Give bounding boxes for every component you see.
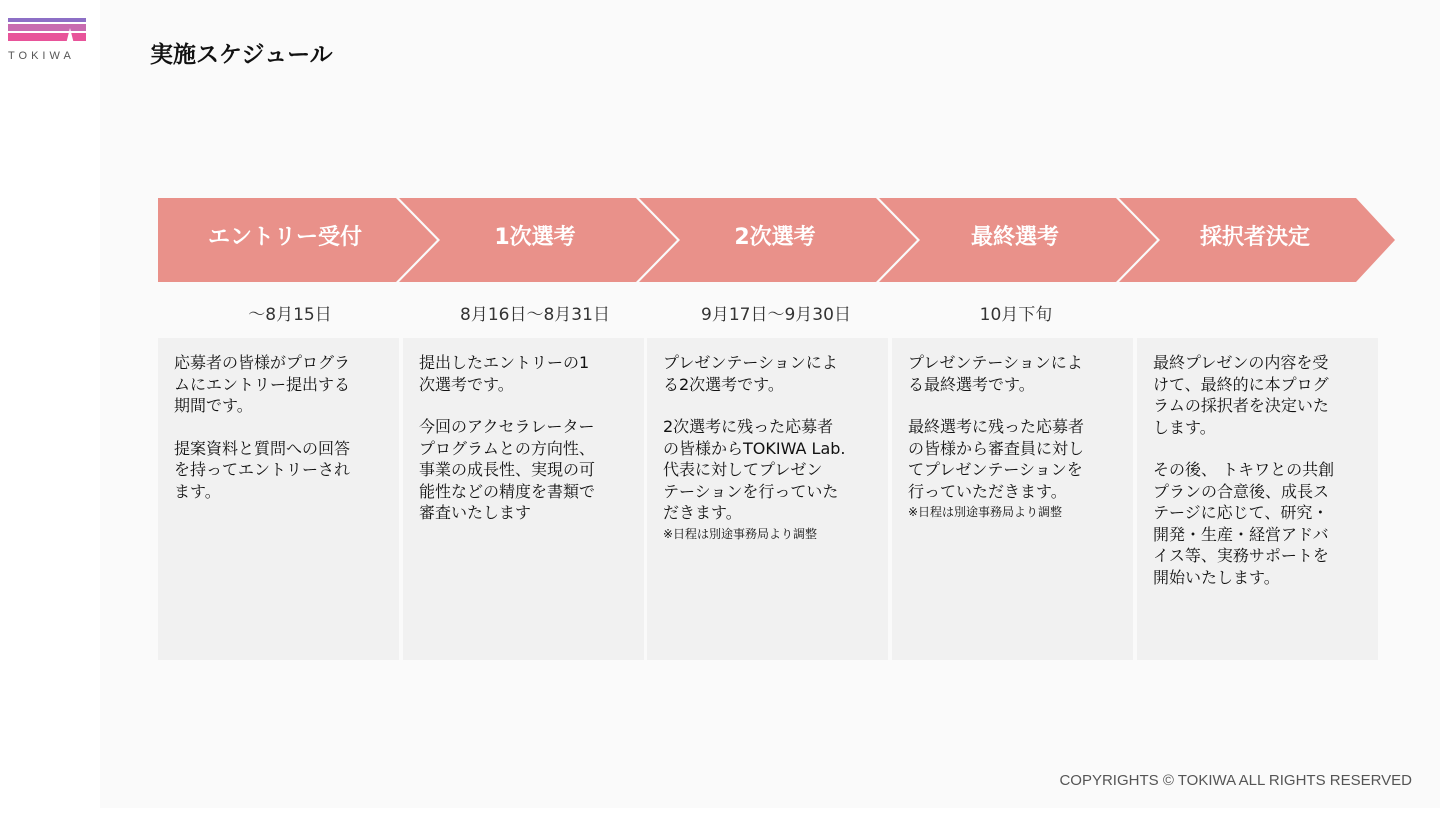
panel-text: 2次選考に残った応募者 の皆様からTOKIWA Lab. 代表に対してプレゼン テーションを行っていた だきます。 (663, 417, 846, 522)
step-label-first-screening: 1次選考 (494, 225, 576, 250)
panel-text: 最終プレゼンの内容を受 けて、最終的に本プログ ラムの採択者を決定いた します。 (1153, 353, 1329, 437)
step-date-entry: 〜8月15日 (248, 305, 332, 325)
logo-wordmark: TOKIWA (8, 50, 75, 62)
copyright-notice: COPYRIGHTS © TOKIWA ALL RIGHTS RESERVED (1059, 772, 1412, 789)
step-date-final-screening: 10月下旬 (979, 305, 1053, 325)
step-label-second-screening: 2次選考 (734, 225, 816, 250)
panel-text: プレゼンテーションによ る2次選考です。 (663, 353, 838, 394)
logo-mark-icon (8, 18, 86, 44)
panel-text: 提案資料と質問への回答 を持ってエントリーされ ます。 (174, 438, 351, 501)
step-panel-first-screening (403, 338, 644, 660)
step-label-entry: エントリー受付 (207, 225, 362, 250)
panel-text: 最終選考に残った応募者 の皆様から審査員に対し てプレゼンテーションを 行っていただきます。 (908, 417, 1085, 501)
step-label-final-screening: 最終選考 (970, 225, 1059, 250)
tokiwa-logo (8, 18, 88, 64)
panel-text: その後、 トキワとの共創 プランの合意後、成長ス テージに応じて、研究・ 開発・生産・経営アドバ イス等、実務サポートを 開始いたします。 (1153, 460, 1335, 587)
schedule-note: ※日程は別途事務局より調整 (908, 505, 1063, 519)
panel-text: 提出したエントリーの1 次選考です。 (419, 353, 590, 394)
step-panel-second-screening (647, 338, 888, 660)
step-label-selection: 採択者決定 (1199, 225, 1310, 250)
step-panel-selection (1137, 338, 1378, 660)
step-date-selection (1146, 300, 1366, 326)
panel-text: 今回のアクセラレーター プログラムとの方向性、 事業の成長性、実現の可 能性などの精度を書類で 審査いたします (419, 417, 596, 522)
step-date-second-screening: 9月17日〜9月30日 (701, 305, 851, 325)
panel-text: 応募者の皆様がプログラ ムにエントリー提出する 期間です。 (174, 353, 351, 415)
step-date-first-screening: 8月16日〜8月31日 (460, 305, 610, 325)
page-title: 実施スケジュール (150, 42, 333, 68)
step-panel-final-screening (892, 338, 1133, 660)
schedule-note: ※日程は別途事務局より調整 (663, 526, 818, 541)
panel-text: プレゼンテーションによ る最終選考です。 (908, 353, 1083, 394)
step-panel-entry (158, 338, 399, 660)
